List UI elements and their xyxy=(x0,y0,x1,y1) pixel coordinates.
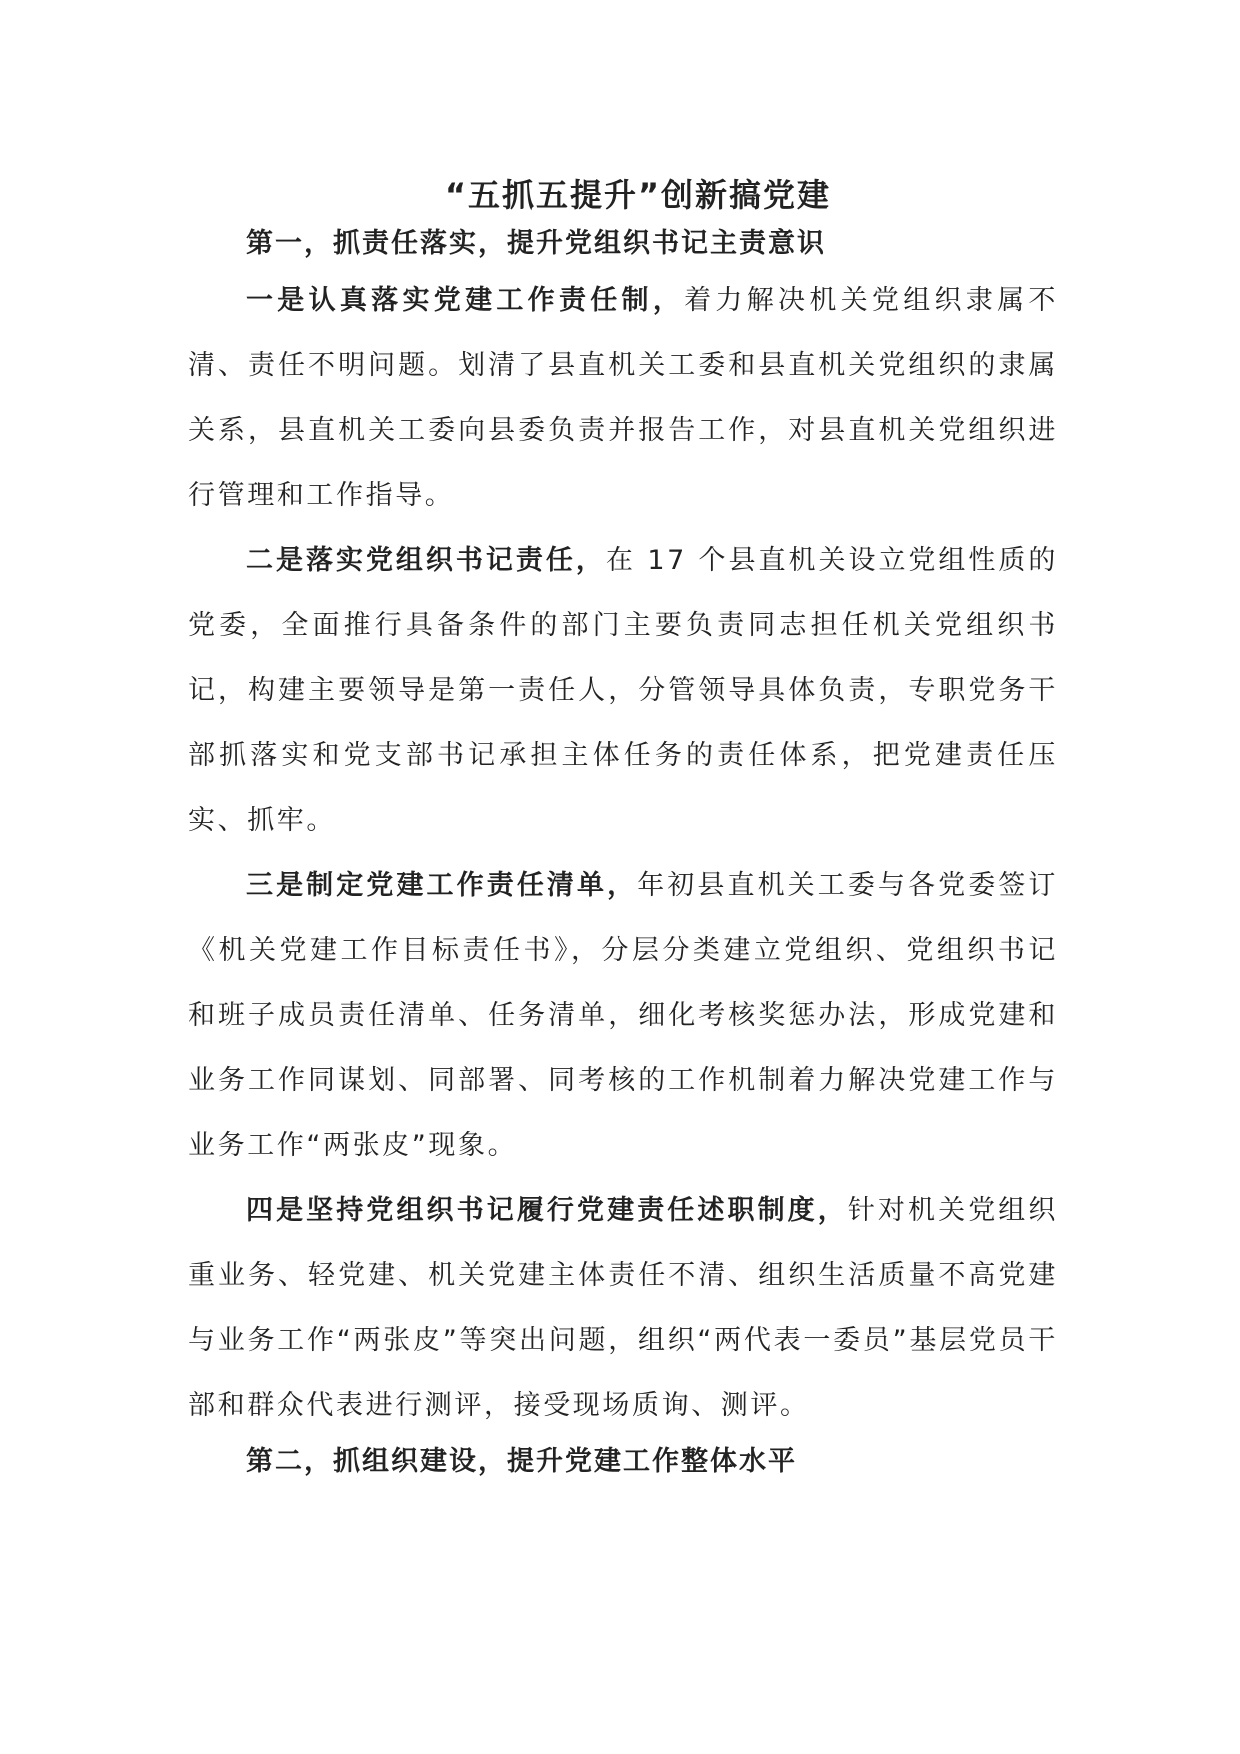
paragraph-lead: 二是落实党组织书记责任， xyxy=(246,545,606,576)
paragraph-body: 年初县直机关工委与各党委签订《机关党建工作目标责任书》，分层分类建立党组织、党组织书记和班子成员责任清单、任务清单，细化考核奖惩办法，形成党建和业务工作同谋划、同部署、同考核的工作机制着力解决党建工作与业务工作“两张皮”现象。 xyxy=(188,870,1058,1161)
paragraph-lead: 三是制定党建工作责任清单， xyxy=(246,870,638,901)
paragraph-lead: 一是认真落实党建工作责任制， xyxy=(246,285,685,316)
section-heading-2: 第二，抓组织建设，提升党建工作整体水平 xyxy=(246,1446,797,1477)
paragraph-3 xyxy=(188,853,1058,1178)
paragraph-body: 针对机关党组织重业务、轻党建、机关党建主体责任不清、组织生活质量不高党建与业务工作“两张皮”等突出问题，组织“两代表一委员”基层党员干部和群众代表进行测评，接受现场质询、测评。 xyxy=(188,1195,1058,1421)
document-title: “五抓五提升”创新搞党建 xyxy=(444,176,832,214)
document-page xyxy=(188,172,1058,1482)
paragraph-body: 着力解决机关党组织隶属不清、责任不明问题。划清了县直机关工委和县直机关党组织的隶属关系，县直机关工委向县委负责并报告工作，对县直机关党组织进行管理和工作指导。 xyxy=(188,285,1058,511)
section-heading-1: 第一，抓责任落实，提升党组织书记主责意识 xyxy=(246,228,826,259)
paragraph-body: 在 17 个县直机关设立党组性质的党委，全面推行具备条件的部门主要负责同志担任机关党组织书记，构建主要领导是第一责任人，分管领导具体负责，专职党务干部抓落实和党支部书记承担主体任务的责任体系，把党建责任压实、抓牢。 xyxy=(188,545,1058,836)
paragraph-lead: 四是坚持党组织书记履行党建责任述职制度， xyxy=(246,1195,848,1226)
paragraph-2 xyxy=(188,528,1058,853)
paragraph-4 xyxy=(188,1178,1058,1438)
paragraph-1 xyxy=(188,268,1058,528)
